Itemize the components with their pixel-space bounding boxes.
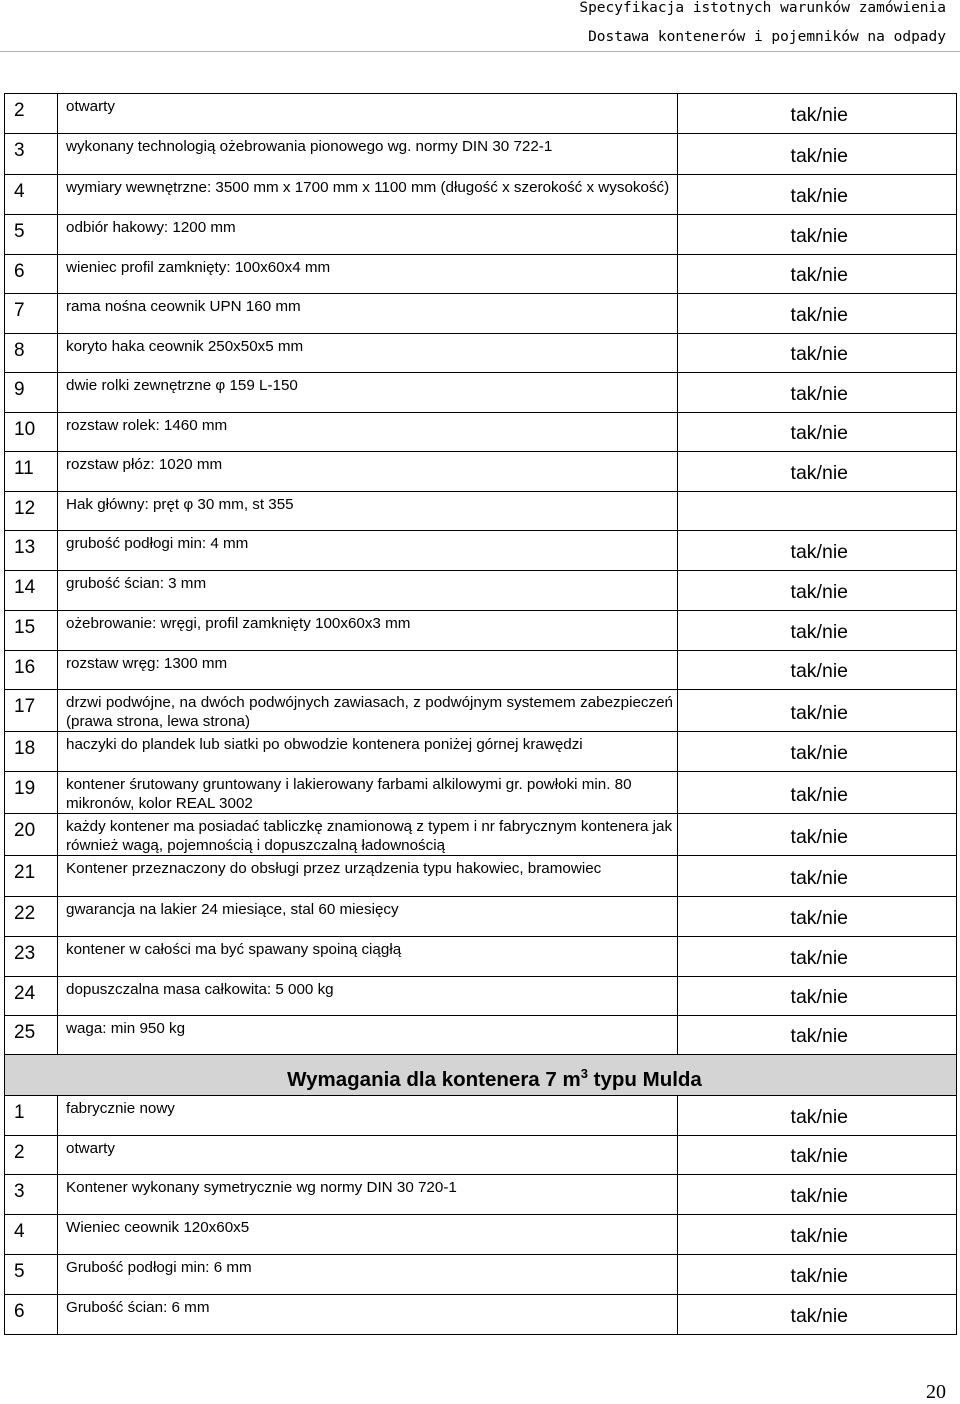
row-description: dwie rolki zewnętrzne φ 159 L-150 xyxy=(58,373,678,413)
row-value-cell xyxy=(678,531,957,571)
row-number: 18 xyxy=(5,732,58,772)
row-value: tak/nie xyxy=(790,702,848,724)
row-description: każdy kontener ma posiadać tabliczkę znamionową z typem i nr fabrycznym kontenera jak również wagą, pojemnością i dopuszczalną ładownością xyxy=(58,814,678,856)
row-description: otwarty xyxy=(58,1136,678,1175)
row-value: tak/nie xyxy=(790,225,848,247)
table-row xyxy=(5,1096,957,1136)
row-value-cell xyxy=(678,814,957,856)
row-number: 21 xyxy=(5,856,58,897)
row-number: 6 xyxy=(5,1295,58,1335)
table-row xyxy=(5,215,957,255)
table-row xyxy=(5,571,957,611)
row-number: 4 xyxy=(5,1215,58,1255)
row-value-cell xyxy=(678,294,957,334)
row-description: ożebrowanie: wręgi, profil zamknięty 100x60x3 mm xyxy=(58,611,678,651)
row-value: tak/nie xyxy=(790,826,848,848)
row-number: 2 xyxy=(5,94,58,134)
row-description: grubość ścian: 3 mm xyxy=(58,571,678,611)
row-value: tak/nie xyxy=(790,621,848,643)
row-description: gwarancja na lakier 24 miesiące, stal 60 miesięcy xyxy=(58,897,678,937)
table-row xyxy=(5,611,957,651)
row-value-cell xyxy=(678,571,957,611)
row-value-cell xyxy=(678,1096,957,1136)
table-row xyxy=(5,1255,957,1295)
table-row xyxy=(5,897,957,937)
row-description: otwarty xyxy=(58,94,678,134)
row-number: 5 xyxy=(5,1255,58,1295)
header-title-line2: Dostawa kontenerów i pojemników na odpady xyxy=(588,29,946,45)
row-number: 6 xyxy=(5,255,58,294)
table-row xyxy=(5,531,957,571)
row-value: tak/nie xyxy=(790,1185,848,1207)
row-value-cell xyxy=(678,492,957,531)
section-heading xyxy=(5,1055,957,1096)
row-number: 3 xyxy=(5,1175,58,1215)
row-value-cell xyxy=(678,690,957,732)
heading-prefix: Wymagania dla kontenera 7 m xyxy=(287,1068,581,1091)
table-row xyxy=(5,294,957,334)
row-value: tak/nie xyxy=(790,1106,848,1128)
row-number: 7 xyxy=(5,294,58,334)
row-description: Wieniec ceownik 120x60x5 xyxy=(58,1215,678,1255)
row-description: wieniec profil zamknięty: 100x60x4 mm xyxy=(58,255,678,294)
row-value: tak/nie xyxy=(790,947,848,969)
row-value-cell xyxy=(678,413,957,452)
section-heading-row xyxy=(5,1055,957,1096)
row-value-cell xyxy=(678,611,957,651)
row-value: tak/nie xyxy=(790,1145,848,1167)
table-row xyxy=(5,1136,957,1175)
row-value-cell xyxy=(678,1215,957,1255)
row-value: tak/nie xyxy=(790,784,848,806)
row-value-cell xyxy=(678,1295,957,1335)
row-description: grubość podłogi min: 4 mm xyxy=(58,531,678,571)
table-row xyxy=(5,1215,957,1255)
row-value: tak/nie xyxy=(790,742,848,764)
row-number: 13 xyxy=(5,531,58,571)
row-number: 24 xyxy=(5,977,58,1016)
row-value: tak/nie xyxy=(790,422,848,444)
row-value-cell xyxy=(678,452,957,492)
table-row xyxy=(5,175,957,215)
row-number: 25 xyxy=(5,1016,58,1055)
row-number: 2 xyxy=(5,1136,58,1175)
row-description: rozstaw rolek: 1460 mm xyxy=(58,413,678,452)
table-row xyxy=(5,413,957,452)
row-description: odbiór hakowy: 1200 mm xyxy=(58,215,678,255)
row-value: tak/nie xyxy=(790,264,848,286)
specification-table xyxy=(4,93,957,1335)
row-value: tak/nie xyxy=(790,907,848,929)
row-description: Grubość podłogi min: 6 mm xyxy=(58,1255,678,1295)
row-description: kontener w całości ma być spawany spoiną ciągłą xyxy=(58,937,678,977)
specification-table-body xyxy=(5,94,957,1335)
row-value: tak/nie xyxy=(790,1025,848,1047)
row-value-cell xyxy=(678,772,957,814)
row-value: tak/nie xyxy=(790,1305,848,1327)
row-number: 10 xyxy=(5,413,58,452)
heading-suffix: typu Mulda xyxy=(587,1068,702,1091)
row-number: 9 xyxy=(5,373,58,413)
row-description: rozstaw płóz: 1020 mm xyxy=(58,452,678,492)
row-value-cell xyxy=(678,1175,957,1215)
row-value: tak/nie xyxy=(790,867,848,889)
row-value: tak/nie xyxy=(790,660,848,682)
row-value-cell xyxy=(678,1136,957,1175)
row-number: 11 xyxy=(5,452,58,492)
table-row xyxy=(5,732,957,772)
row-value: tak/nie xyxy=(790,304,848,326)
row-number: 15 xyxy=(5,611,58,651)
header-title-line1: Specyfikacja istotnych warunków zamówienia xyxy=(579,0,946,16)
row-value: tak/nie xyxy=(790,145,848,167)
row-value: tak/nie xyxy=(790,104,848,126)
row-number: 5 xyxy=(5,215,58,255)
row-number: 3 xyxy=(5,134,58,175)
table-row xyxy=(5,334,957,373)
row-description: Hak główny: pręt φ 30 mm, st 355 xyxy=(58,492,678,531)
table-row xyxy=(5,255,957,294)
table-row xyxy=(5,492,957,531)
row-value-cell xyxy=(678,977,957,1016)
table-row xyxy=(5,977,957,1016)
table-row xyxy=(5,651,957,690)
row-number: 4 xyxy=(5,175,58,215)
row-description: Kontener wykonany symetrycznie wg normy DIN 30 720-1 xyxy=(58,1175,678,1215)
row-description: drzwi podwójne, na dwóch podwójnych zawiasach, z podwójnym systemem zabezpieczeń (prawa strona, lewa strona) xyxy=(58,690,678,732)
row-number: 22 xyxy=(5,897,58,937)
row-value-cell xyxy=(678,1016,957,1055)
row-number: 23 xyxy=(5,937,58,977)
row-description: rozstaw wręg: 1300 mm xyxy=(58,651,678,690)
table-row xyxy=(5,1016,957,1055)
row-value-cell xyxy=(678,255,957,294)
row-number: 1 xyxy=(5,1096,58,1136)
table-row xyxy=(5,1295,957,1335)
row-description: wykonany technologią ożebrowania pionowego wg. normy DIN 30 722-1 xyxy=(58,134,678,175)
row-value: tak/nie xyxy=(790,541,848,563)
section-heading-text xyxy=(287,1066,702,1095)
row-value-cell xyxy=(678,937,957,977)
row-value-cell xyxy=(678,1255,957,1295)
table-row xyxy=(5,373,957,413)
row-number: 17 xyxy=(5,690,58,732)
table-row xyxy=(5,134,957,175)
row-value-cell xyxy=(678,215,957,255)
row-description: koryto haka ceownik 250x50x5 mm xyxy=(58,334,678,373)
row-value: tak/nie xyxy=(790,1225,848,1247)
row-number: 19 xyxy=(5,772,58,814)
row-description: wymiary wewnętrzne: 3500 mm x 1700 mm x 1100 mm (długość x szerokość x wysokość) xyxy=(58,175,678,215)
row-value: tak/nie xyxy=(790,462,848,484)
row-description: haczyki do plandek lub siatki po obwodzie kontenera poniżej górnej krawędzi xyxy=(58,732,678,772)
table-row xyxy=(5,452,957,492)
row-number: 16 xyxy=(5,651,58,690)
table-row xyxy=(5,772,957,814)
row-description: dopuszczalna masa całkowita: 5 000 kg xyxy=(58,977,678,1016)
row-value-cell xyxy=(678,134,957,175)
row-value-cell xyxy=(678,334,957,373)
row-number: 14 xyxy=(5,571,58,611)
heading-superscript: 3 xyxy=(580,1066,588,1082)
row-number: 8 xyxy=(5,334,58,373)
row-description: kontener śrutowany gruntowany i lakierowany farbami alkilowymi gr. powłoki min. 80 mikronów, kolor REAL 3002 xyxy=(58,772,678,814)
table-row xyxy=(5,814,957,856)
page-number: 20 xyxy=(926,1381,946,1403)
header-divider xyxy=(0,51,960,52)
row-value-cell xyxy=(678,175,957,215)
row-value: tak/nie xyxy=(790,383,848,405)
row-value-cell xyxy=(678,856,957,897)
row-description: rama nośna ceownik UPN 160 mm xyxy=(58,294,678,334)
row-value: tak/nie xyxy=(790,343,848,365)
row-value: tak/nie xyxy=(790,1265,848,1287)
table-row xyxy=(5,690,957,732)
row-value: tak/nie xyxy=(790,185,848,207)
row-value: tak/nie xyxy=(790,986,848,1008)
row-number: 20 xyxy=(5,814,58,856)
row-value-cell xyxy=(678,732,957,772)
row-value-cell xyxy=(678,94,957,134)
row-description: waga: min 950 kg xyxy=(58,1016,678,1055)
row-value: tak/nie xyxy=(790,581,848,603)
table-row xyxy=(5,94,957,134)
row-description: Grubość ścian: 6 mm xyxy=(58,1295,678,1335)
row-value-cell xyxy=(678,651,957,690)
row-description: Kontener przeznaczony do obsługi przez urządzenia typu hakowiec, bramowiec xyxy=(58,856,678,897)
row-value-cell xyxy=(678,373,957,413)
table-row xyxy=(5,937,957,977)
row-number: 12 xyxy=(5,492,58,531)
table-row xyxy=(5,1175,957,1215)
table-row xyxy=(5,856,957,897)
row-description: fabrycznie nowy xyxy=(58,1096,678,1136)
row-value-cell xyxy=(678,897,957,937)
